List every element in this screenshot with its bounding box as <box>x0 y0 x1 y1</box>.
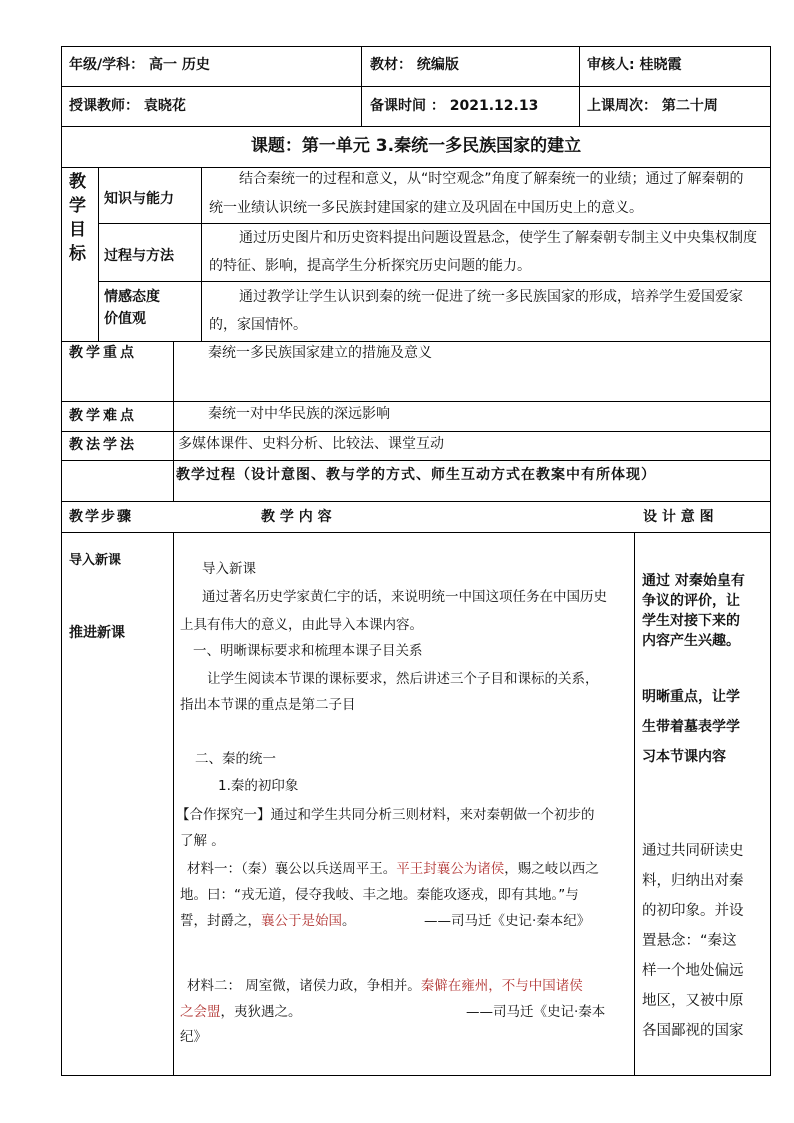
process-title: 教学过程（设计意图、教与学的方式、师生互动方式在教案中有所体现） <box>176 467 656 483</box>
reviewer: 审核人: 桂晓霞 <box>587 57 682 73</box>
content-line: 让学生阅读本节课的课标要求，然后讲述三个子目和课标的关系， <box>207 671 599 687</box>
rule <box>770 46 771 1076</box>
objective-text: 的，家国情怀。 <box>209 317 307 333</box>
content-line: 上具有伟大的意义，由此导入本课内容。 <box>180 617 423 633</box>
content-line: 指出本节课的重点是第二子目 <box>180 697 356 713</box>
key-point-text: 秦统一多民族国家建立的措施及意义 <box>208 345 432 361</box>
material-1-source: ——司马迁《史记·秦本纪》 <box>424 913 591 929</box>
content-line: 【合作探究一】通过和学生共同分析三则材料，来对秦朝做一个初步的 <box>176 807 595 823</box>
material-2-line: 材料二： 周室微，诸侯力政，争相并。秦僻在雍州，不与中国诸侯 <box>187 978 583 994</box>
step-intro: 导入新课 <box>69 553 122 568</box>
week: 上课周次： 第二十周 <box>587 98 718 114</box>
highlight: 之会盟 <box>180 1004 221 1020</box>
rule <box>61 46 771 47</box>
objective-text: 结合秦统一的过程和意义，从“时空观念”角度了解秦统一的业绩；通过了解秦朝的 <box>239 171 744 187</box>
highlight: 襄公于是始国 <box>261 913 342 929</box>
rule <box>361 46 362 127</box>
rule <box>98 167 99 341</box>
content-line: 了解 。 <box>180 833 225 849</box>
material-1-line: 材料一：（秦）襄公以兵送周平王。平王封襄公为诸侯，赐之岐以西之 <box>187 861 599 877</box>
rule <box>634 532 635 1076</box>
rule <box>61 86 771 87</box>
rule <box>201 167 202 341</box>
material-2-source: 纪》 <box>180 1029 207 1045</box>
objectives-label-char: 标 <box>69 244 86 264</box>
content-line: 通过著名历史学家黄仁宇的话，来说明统一中国这项任务在中国历史 <box>202 589 607 605</box>
column-header-steps: 教学步骤 <box>69 509 133 525</box>
objective-text: 统一业绩认识统一多民族封建国家的建立及巩固在中国历史上的意义。 <box>209 200 643 216</box>
methods-text: 多媒体课件、史料分析、比较法、课堂互动 <box>178 436 444 452</box>
objective-label: 价值观 <box>104 311 146 327</box>
content-line: 导入新课 <box>202 561 256 577</box>
objective-label: 过程与方法 <box>104 248 174 264</box>
rule <box>61 431 771 432</box>
rule <box>579 46 580 127</box>
highlight: 秦僻在雍州，不与中国诸侯 <box>420 978 583 994</box>
methods-label: 教法学法 <box>69 437 137 453</box>
objectives-label-char: 目 <box>69 220 86 240</box>
rule <box>61 46 62 1076</box>
column-header-content: 教 学 内 容 <box>261 509 332 525</box>
rule <box>61 341 771 342</box>
prep-time: 备课时间 ： 2021.12.13 <box>370 98 539 114</box>
rule <box>98 223 771 224</box>
lesson-plan-table <box>61 46 771 1076</box>
objective-text: 通过教学让学生认识到秦的统一促进了统一多民族国家的形成，培养学生爱国爱家 <box>239 289 743 305</box>
key-point-label: 教学重点 <box>69 345 137 361</box>
objective-text: 通过历史图片和历史资料提出问题设置悬念，使学生了解秦朝专制主义中央集权制度 <box>239 230 757 246</box>
material-2-source: ——司马迁《史记·秦本 <box>466 1004 606 1020</box>
material-2-line: 之会盟，夷狄遇之。 <box>180 1004 302 1020</box>
objective-text: 的特征、影响，提高学生分析探究历史问题的能力。 <box>209 258 531 274</box>
content-line: 二、秦的统一 <box>195 751 276 767</box>
intent-block-3: 通过共同研读史 料，归纳出对秦 的初印象。并设 置悬念：“秦这 样一个地处偏远 地区，又被中原 各国鄙视的国家 <box>642 843 744 1039</box>
rule <box>61 401 771 402</box>
intent-block-2: 明晰重点，让学 生带着墓表学学 习本节课内容 <box>642 689 740 765</box>
column-header-intent: 设 计 意 图 <box>643 509 714 525</box>
textbook: 教材： 统编版 <box>370 57 459 73</box>
grade-subject: 年级/学科： 高一 历史 <box>69 57 210 73</box>
difficulty-label: 教学难点 <box>69 408 137 424</box>
rule <box>61 501 771 502</box>
rule <box>61 167 771 168</box>
material-1-line: 誓，封爵之，襄公于是始国。 <box>180 913 356 929</box>
objective-label: 知识与能力 <box>104 191 174 207</box>
rule <box>61 1075 771 1076</box>
difficulty-text: 秦统一对中华民族的深远影响 <box>208 406 390 422</box>
rule <box>61 126 771 127</box>
objectives-label-char: 学 <box>69 196 86 216</box>
objectives-label-char: 教 <box>69 172 86 192</box>
highlight: 平王封襄公为诸侯 <box>396 861 505 877</box>
rule <box>98 281 771 282</box>
rule <box>61 460 771 461</box>
content-line: 1.秦的初印象 <box>218 778 299 794</box>
rule <box>173 532 174 1076</box>
content-line: 一、明晰课标要求和梳理本课子目关系 <box>193 643 423 659</box>
material-1-line: 地。曰：“戎无道，侵夺我岐、丰之地。秦能攻逐戎，即有其地。”与 <box>180 887 579 903</box>
intent-block-1: 通过 对秦始皇有 争议的评价，让 学生对接下来的 内容产生兴趣。 <box>642 573 745 649</box>
step-advance: 推进新课 <box>69 625 125 641</box>
rule <box>61 532 771 533</box>
teacher: 授课教师： 袁晓花 <box>69 98 186 114</box>
objective-label: 情感态度 <box>104 289 160 305</box>
lesson-topic: 课题：第一单元 3.秦统一多民族国家的建立 <box>250 136 582 156</box>
